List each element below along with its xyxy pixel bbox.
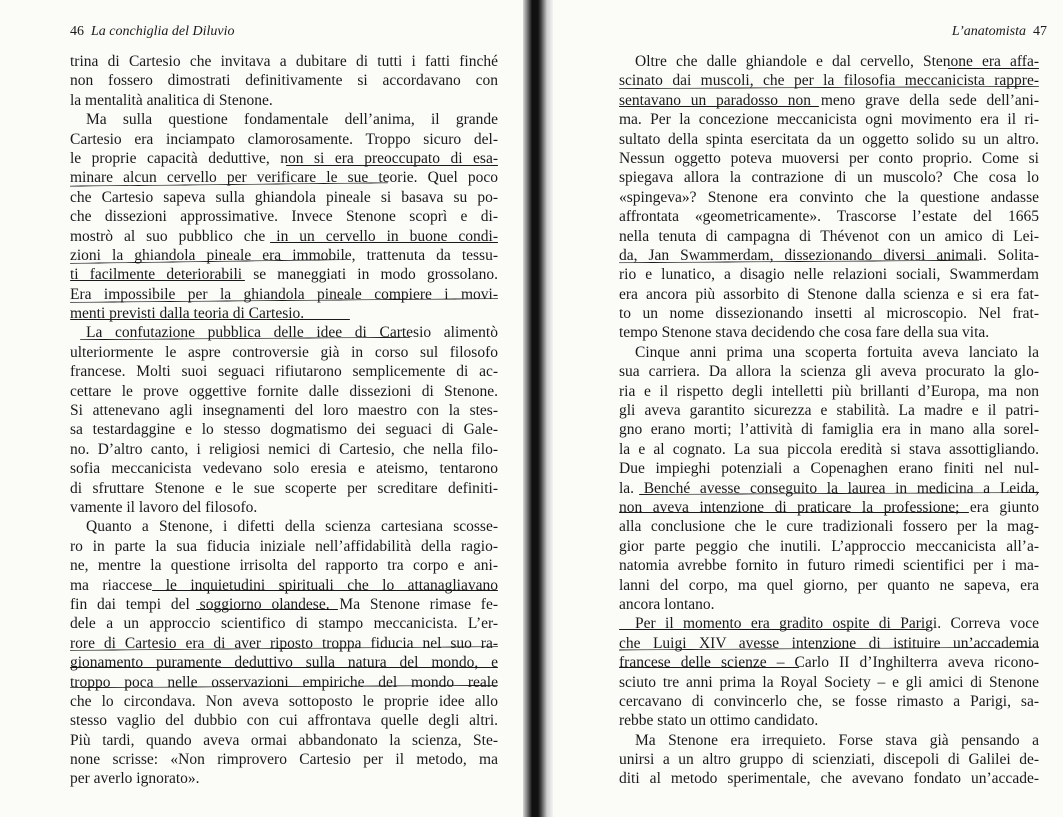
text-line: menti previsti dalla teoria di Cartesio.	[70, 305, 305, 323]
text-line: la e al cognato. La sua piccola eredità si stava assottigliando.	[619, 440, 1039, 458]
pen-underline	[152, 590, 498, 591]
text-line: era ancora più assorbito di Stenone dalla scienza e si era fat-	[619, 285, 1039, 303]
text-line: ro in parte la sua fiducia iniziale nell’affidabilità della ragio-	[70, 537, 498, 555]
text-line: tempo Stenone stava decidendo che cosa fare della sua vita.	[619, 324, 990, 342]
text-line: rore di Cartesio era di aver riposto troppa fiducia nel suo ra-	[70, 634, 498, 652]
text-line: sofia meccanicista vedevano solo eresia e ateismo, tentarono	[70, 460, 498, 478]
text-line: gno erano morti; l’attività di famiglia era in mano alla sorel-	[619, 421, 1039, 439]
text-line: Cartesio era inciampato clamorosamente. Troppo sicuro del-	[70, 130, 498, 148]
text-line: non fossero dimostrati definitivamente si accordavano con	[70, 72, 498, 90]
text-line: ma. Per la concezione meccanicista ogni movimento era il ri-	[619, 111, 1039, 129]
text-line: Ma Stenone era irrequieto. Forse stava già pensando a	[635, 731, 1039, 749]
text-line: cettare le prove oggettive fornite dalle dissezioni di Stenone.	[70, 382, 498, 400]
text-line: Si attenevano agli insegnamenti del loro maestro con la stes-	[70, 402, 498, 420]
text-line: Ma sulla questione fondamentale dell’anima, il grande	[86, 111, 498, 129]
text-line: zioni la ghiandola pineale era immobile, trattenuta da tessu-	[70, 246, 498, 264]
text-line: gionamento puramente deduttivo sulla natura del mondo, e	[70, 654, 498, 672]
text-line: fin dai tempi del soggiorno olandese. Ma Stenone rimase fe-	[70, 595, 498, 613]
pen-underline	[948, 68, 1039, 69]
text-line: Quanto a Stenone, i difetti della scienza cartesiana scosse-	[86, 518, 498, 536]
text-line: no. D’altro canto, i religiosi nemici di Cartesio, che nella filo-	[70, 440, 498, 458]
pen-underline	[70, 667, 498, 668]
text-line: per averlo ignorato».	[70, 770, 200, 788]
text-line: che Cartesio sapeva sulla ghiandola pineale si basava su po-	[70, 188, 498, 206]
text-line: ancora lontano.	[619, 595, 715, 613]
text-line: dele a un approccio scientifico di stampo meccanicista. L’er-	[70, 615, 498, 633]
text-line: ti facilmente deteriorabili se maneggiati in modo grossolano.	[70, 266, 498, 284]
text-line: sua carriera. Da allora la scienza gli aveva procurato la glo-	[619, 363, 1039, 381]
text-line: minare alcun cervello per verificare le sue teorie. Quel poco	[70, 169, 498, 187]
left-running-title: La conchiglia del Diluvio	[91, 24, 235, 39]
pen-underline	[619, 512, 969, 513]
text-line: di sfruttare Stenone e le sue scoperte per screditare definiti-	[70, 479, 498, 497]
text-line: natomia avrebbe fornito in futuro rimedi scientifici per i ma-	[619, 557, 1039, 575]
text-line: affrontata «geometricamente». Trascorse l’estate del 1665	[619, 208, 1039, 226]
text-line: La confutazione pubblica delle idee di Cartesio alimentò	[86, 324, 498, 342]
text-line: da, Jan Swammerdam, dissezionando diversi animali. Solita-	[619, 246, 1039, 264]
pen-underline	[270, 242, 498, 243]
text-line: che lo circondava. Non aveva sottoposto le proprie idee allo	[70, 692, 498, 710]
pen-underline	[619, 106, 819, 107]
left-page-body	[70, 52, 498, 789]
text-line: scinato dai muscoli, che per la filosofia meccanicista rappre-	[619, 72, 1039, 90]
text-line: Per il momento era gradito ospite di Parigi. Correva voce	[635, 615, 1039, 633]
text-line: ma riaccese le inquietudini spirituali che lo attanagliavano	[70, 576, 498, 594]
text-line: troppo poca nelle osservazioni empiriche del mondo reale	[70, 673, 498, 691]
text-line: Cinque anni prima una scoperta fortuita aveva lanciato la	[635, 343, 1039, 361]
text-line: nella tenuta di campagna di Thévenot con un amico di Lei-	[619, 227, 1039, 245]
text-line: cercavano di convincerlo che, se fosse rimasto a Parigi, sa-	[619, 692, 1039, 710]
text-line: sciuto tre anni prima la Royal Society – e gli amici di Stenone	[619, 673, 1039, 691]
text-line: vamente il lavoro del filosofo.	[70, 498, 258, 516]
pen-underline	[196, 609, 338, 610]
text-line: rio e lunatico, a disagio nelle relazioni sociali, Swammerdam	[619, 266, 1039, 284]
pen-underline	[70, 280, 245, 281]
right-page-body	[619, 52, 1039, 789]
left-page	[0, 0, 523, 817]
text-line: che dissezioni approssimative. Invece Stenone scoprì e di-	[70, 208, 498, 226]
right-page-header	[952, 24, 1047, 40]
text-line: unirsi a un altro gruppo di scienziati, discepoli di Galilei de-	[619, 751, 1039, 769]
text-line: le proprie capacità deduttive, non si era preoccupato di esa-	[70, 149, 498, 167]
pen-underline	[286, 165, 498, 166]
text-line: Due impieghi potenziali a Copenaghen erano finiti nel nul-	[619, 460, 1039, 478]
text-line: to un nome dissezionando insetti al microscopio. Nel frat-	[619, 305, 1039, 323]
text-line: la. Benché avesse conseguito la laurea in medicina a Leida,	[619, 479, 1039, 497]
text-line: «spingeva»? Stenone era convinto che la questione andasse	[619, 188, 1039, 206]
text-line: sultato della spinta esercitata da un oggetto solido su un altro.	[619, 130, 1039, 148]
text-line: la mentalità analitica di Stenone.	[70, 91, 273, 109]
text-line: Nessun oggetto poteva muoversi per conto proprio. Come si	[619, 149, 1039, 167]
left-page-number: 46	[70, 24, 84, 39]
text-line: none scrisse: «Non rimprovero Cartesio per il metodo, ma	[70, 751, 498, 769]
text-line: rebbe stato un ottimo candidato.	[619, 712, 819, 730]
right-running-title: L’anatomista	[951, 24, 1026, 39]
pen-underline	[70, 319, 350, 320]
text-line: sa testardaggine e lo stesso dogmatismo dei seguaci di Gale-	[70, 421, 498, 439]
text-line: lanni del corpo, ma quel giorno, per quanto ne sapeva, era	[619, 576, 1039, 594]
text-line: sentavano un paradosso non meno grave della sede dell’ani-	[619, 91, 1039, 109]
text-line: ria e il rispetto degli intelletti più brillanti d’Europa, ma non	[619, 382, 1039, 400]
text-line: stesso vaglio del dubbio con cui affrontava quelle degli altri.	[70, 712, 498, 730]
pen-underline	[619, 629, 929, 630]
text-line: non aveva intenzione di praticare la professione; era giunto	[619, 498, 1039, 516]
text-line: ne, mentre la questione irrisolta del rapporto tra corpo e ani-	[70, 557, 498, 575]
text-line: gior parte peggio che inutili. L’approccio meccanicista all’a-	[619, 537, 1039, 555]
text-line: francese. Molti suoi seguaci rifiutarono semplicemente di ac-	[70, 363, 498, 381]
pen-underline	[619, 667, 799, 668]
text-line: che Luigi XIV avesse intenzione di istituire un’accademia	[619, 634, 1039, 652]
book-gutter	[523, 0, 553, 817]
text-line: Oltre che dalle ghiandole e dal cervello, Stenone era affa-	[635, 53, 1039, 70]
text-line: gli aveva garantito sicurezza e stabilità. La madre e il patri-	[619, 402, 1039, 420]
text-line: francese delle scienze – Carlo II d’Inghilterra aveva ricono-	[619, 654, 1039, 672]
text-line: mostrò al suo pubblico che in un cervello in buone condi-	[70, 227, 498, 245]
text-line: diti al metodo sperimentale, che avevano fondato un’accade-	[619, 770, 1039, 788]
text-line: trina di Cartesio che invitava a dubitare di tutti i fatti finché	[70, 53, 498, 70]
text-line: spiegava allora la contrazione di un muscolo? Che cosa lo	[619, 169, 1039, 187]
left-page-header	[70, 24, 234, 40]
text-line: Era impossibile per la ghiandola pineale compiere i movi-	[70, 285, 498, 303]
text-line: alla conclusione che le cure tradizionali fossero per la mag-	[619, 518, 1039, 536]
right-page	[553, 0, 1063, 817]
text-line: Più tardi, quando aveva ormai abbandonato la scienza, Ste-	[70, 731, 498, 749]
right-page-number: 47	[1033, 24, 1047, 39]
text-line: ulteriormente le aspre controversie già in corso sul filosofo	[70, 343, 498, 361]
